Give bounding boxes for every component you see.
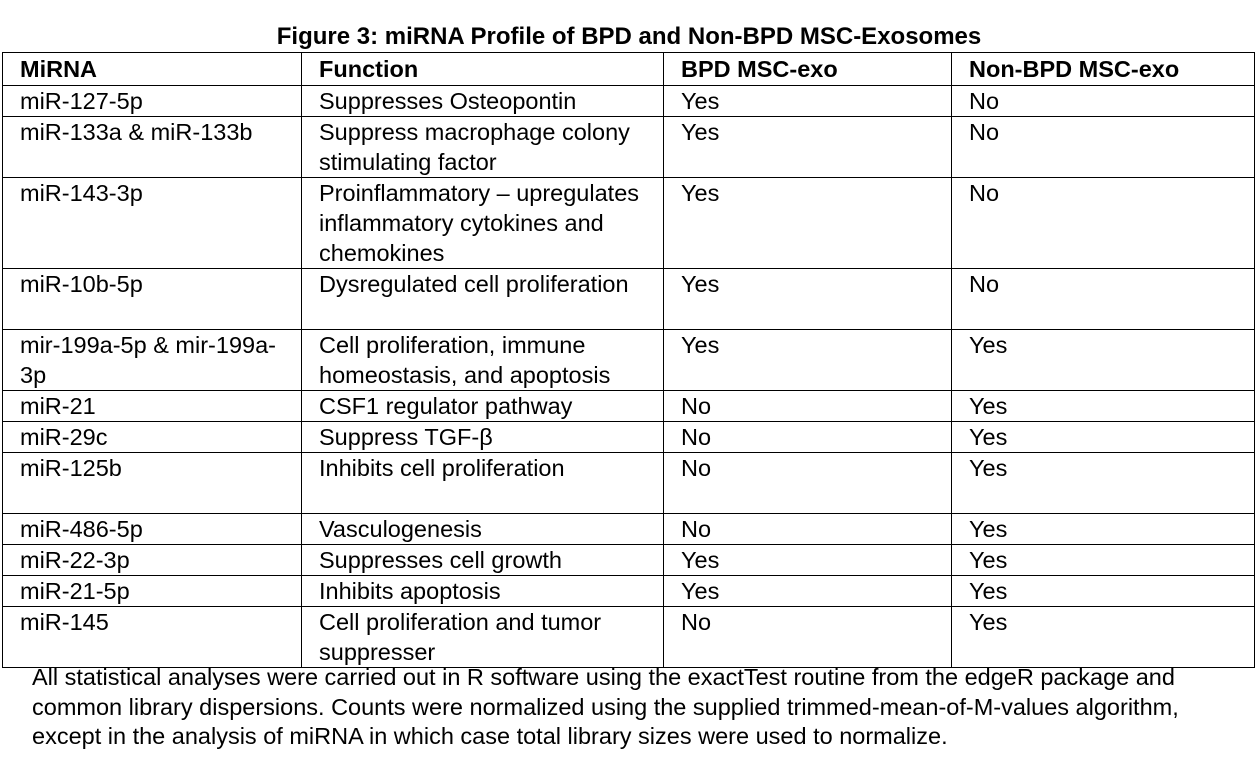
- cell-non-bpd-msc-exo: No: [952, 178, 1255, 269]
- column-header-function: Function: [302, 53, 664, 86]
- table-row: [3, 422, 1255, 453]
- cell-function: Suppress TGF-β: [302, 422, 664, 453]
- cell-non-bpd-msc-exo: Yes: [952, 576, 1255, 607]
- table-row: [3, 330, 1255, 391]
- figure-title: Figure 3: miRNA Profile of BPD and Non-BPD MSC-Exosomes: [276, 23, 982, 50]
- cell-bpd-msc-exo: Yes: [664, 576, 952, 607]
- cell-non-bpd-msc-exo: No: [952, 86, 1255, 117]
- table-row: [3, 117, 1255, 178]
- cell-mirna: miR-22-3p: [3, 545, 302, 576]
- cell-mirna: miR-29c: [3, 422, 302, 453]
- cell-bpd-msc-exo: No: [664, 607, 952, 668]
- cell-function: Cell proliferation and tumor suppresser: [302, 607, 664, 668]
- cell-function: Vasculogenesis: [302, 514, 664, 545]
- column-header-bpd-msc-exo: BPD MSC-exo: [664, 53, 952, 86]
- cell-bpd-msc-exo: No: [664, 453, 952, 514]
- cell-mirna: miR-21-5p: [3, 576, 302, 607]
- column-header-mirna: MiRNA: [3, 53, 302, 86]
- cell-mirna: mir-199a-5p & mir-199a-3p: [3, 330, 302, 391]
- cell-function: Inhibits apoptosis: [302, 576, 664, 607]
- cell-bpd-msc-exo: No: [664, 391, 952, 422]
- cell-bpd-msc-exo: Yes: [664, 117, 952, 178]
- cell-non-bpd-msc-exo: Yes: [952, 514, 1255, 545]
- table-row: [3, 86, 1255, 117]
- table-body: [3, 86, 1255, 668]
- cell-bpd-msc-exo: No: [664, 514, 952, 545]
- cell-mirna: miR-127-5p: [3, 86, 302, 117]
- cell-function: Dysregulated cell proliferation: [302, 269, 664, 330]
- cell-function: CSF1 regulator pathway: [302, 391, 664, 422]
- table-header-row: [3, 53, 1255, 86]
- cell-bpd-msc-exo: Yes: [664, 269, 952, 330]
- cell-mirna: miR-125b: [3, 453, 302, 514]
- mirna-profile-table: [2, 52, 1255, 668]
- table-row: [3, 576, 1255, 607]
- cell-non-bpd-msc-exo: Yes: [952, 391, 1255, 422]
- statistical-note: All statistical analyses were carried out in R software using the exactTest routine from the edgeR package and common library dispersions. Counts were normalized using the supplied trimmed-mean-of-M-values algorithm, except in the analysis of miRNA in which case total library sizes were used to normalize.: [32, 664, 1179, 749]
- cell-mirna: miR-145: [3, 607, 302, 668]
- cell-mirna: miR-10b-5p: [3, 269, 302, 330]
- cell-non-bpd-msc-exo: No: [952, 269, 1255, 330]
- table-row: [3, 269, 1255, 330]
- table-row: [3, 178, 1255, 269]
- cell-bpd-msc-exo: No: [664, 422, 952, 453]
- table-row: [3, 607, 1255, 668]
- table-row: [3, 453, 1255, 514]
- cell-bpd-msc-exo: Yes: [664, 545, 952, 576]
- cell-non-bpd-msc-exo: Yes: [952, 545, 1255, 576]
- cell-mirna: miR-133a & miR-133b: [3, 117, 302, 178]
- table-row: [3, 514, 1255, 545]
- cell-bpd-msc-exo: Yes: [664, 178, 952, 269]
- cell-non-bpd-msc-exo: Yes: [952, 453, 1255, 514]
- table-row: [3, 545, 1255, 576]
- cell-function: Proinflammatory – upregulates inflammatory cytokines and chemokines: [302, 178, 664, 269]
- cell-mirna: miR-21: [3, 391, 302, 422]
- cell-non-bpd-msc-exo: Yes: [952, 607, 1255, 668]
- cell-function: Suppress macrophage colony stimulating factor: [302, 117, 664, 178]
- column-header-non-bpd-msc-exo: Non-BPD MSC-exo: [952, 53, 1255, 86]
- cell-non-bpd-msc-exo: No: [952, 117, 1255, 178]
- cell-function: Cell proliferation, immune homeostasis, and apoptosis: [302, 330, 664, 391]
- cell-bpd-msc-exo: Yes: [664, 330, 952, 391]
- cell-non-bpd-msc-exo: Yes: [952, 330, 1255, 391]
- cell-mirna: miR-143-3p: [3, 178, 302, 269]
- cell-non-bpd-msc-exo: Yes: [952, 422, 1255, 453]
- cell-function: Suppresses Osteopontin: [302, 86, 664, 117]
- cell-function: Suppresses cell growth: [302, 545, 664, 576]
- table-row: [3, 391, 1255, 422]
- cell-mirna: miR-486-5p: [3, 514, 302, 545]
- cell-function: Inhibits cell proliferation: [302, 453, 664, 514]
- cell-bpd-msc-exo: Yes: [664, 86, 952, 117]
